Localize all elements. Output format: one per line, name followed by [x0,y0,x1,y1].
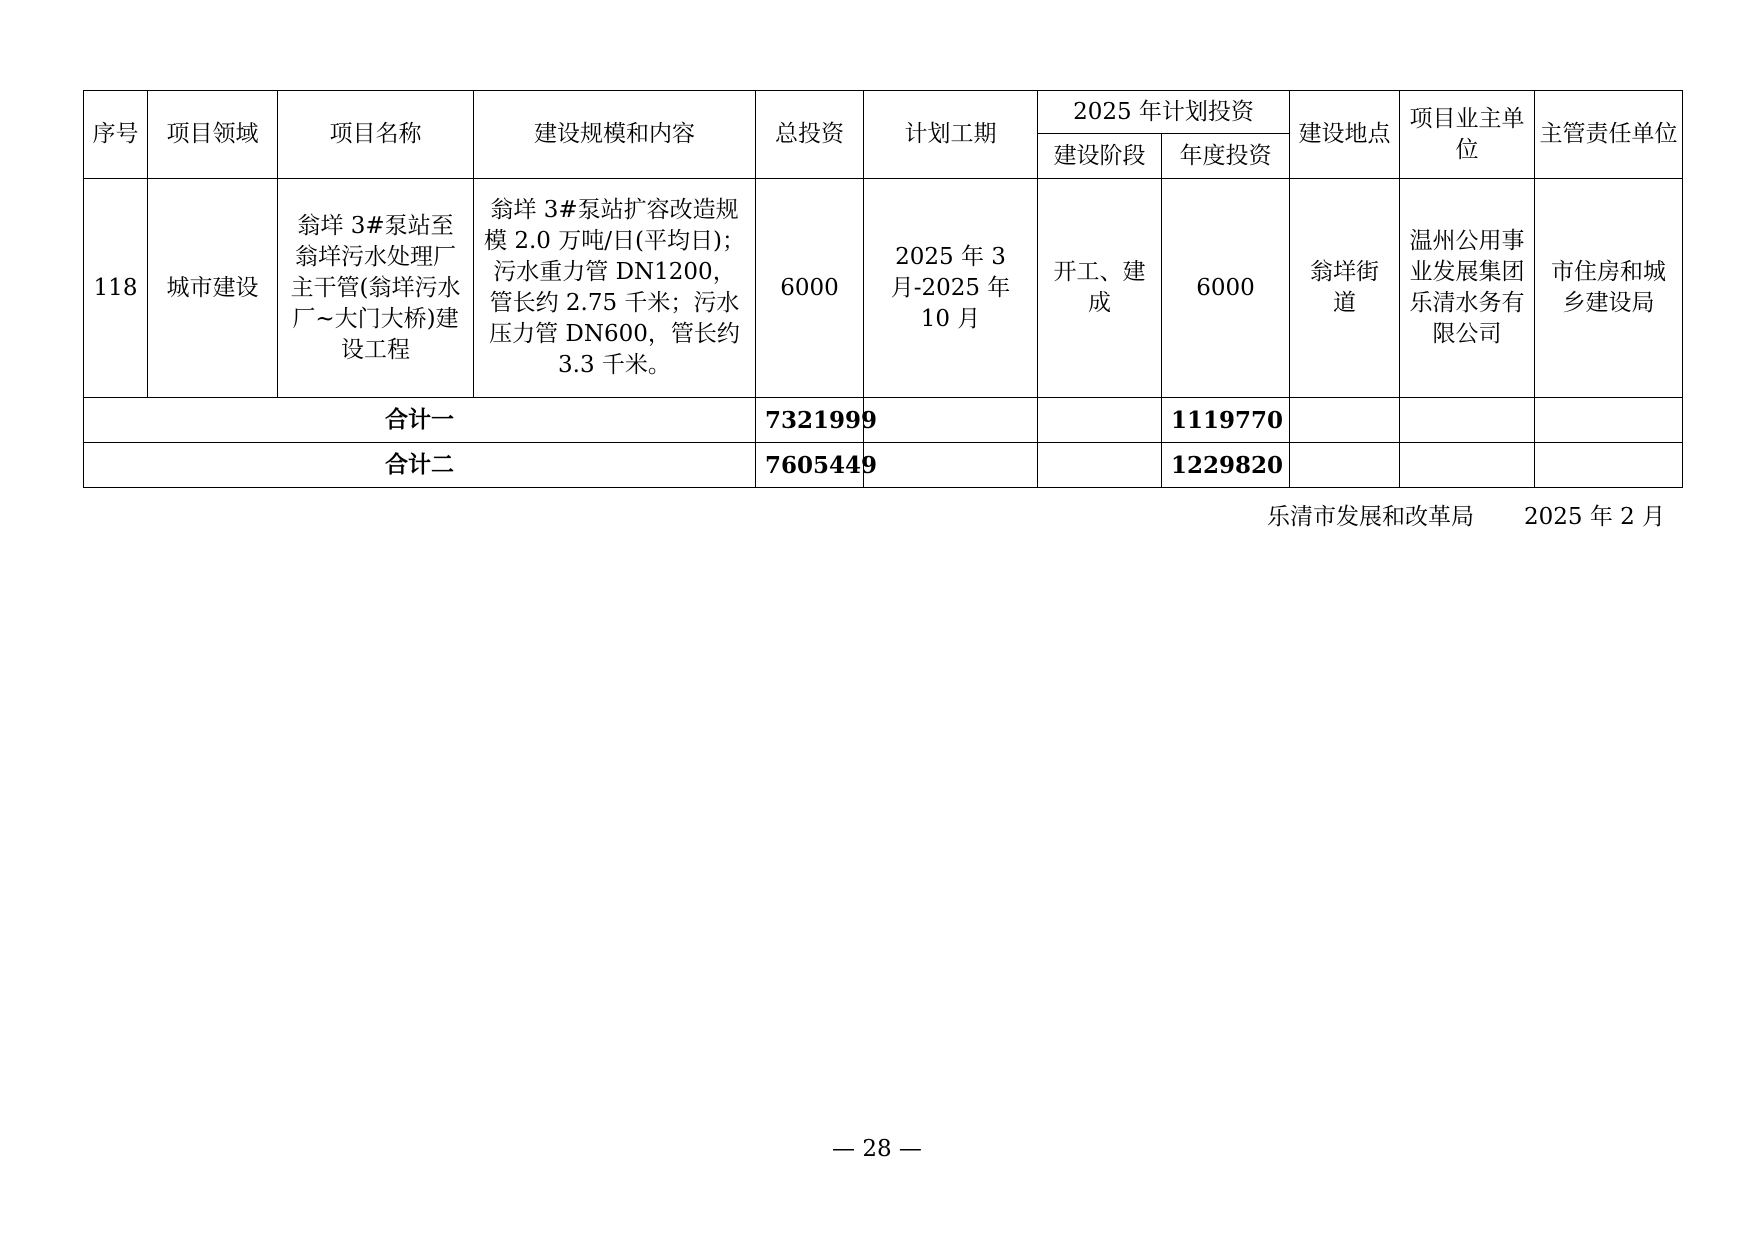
cell-period: 2025 年 3 月-2025 年 10 月 [864,179,1038,398]
footer-issuer: 乐清市发展和改革局 [1267,504,1474,530]
cell-project-name: 翁垟 3#泵站至翁垟污水处理厂主干管(翁垟污水厂~大门大桥)建设工程 [278,179,474,398]
footer-signature [1267,498,1665,531]
total-empty-cell [864,443,1038,488]
total-empty-cell [1038,443,1162,488]
header-supervisor: 主管责任单位 [1535,91,1683,179]
total-empty-cell [1038,398,1162,443]
cell-annual-investment: 6000 [1162,179,1290,398]
header-owner: 项目业主单位 [1400,91,1535,179]
cell-total-investment: 6000 [756,179,864,398]
total-empty-cell [1290,398,1400,443]
header-location: 建设地点 [1290,91,1400,179]
header-seq: 序号 [84,91,148,179]
header-stage: 建设阶段 [1038,134,1162,179]
total-investment-value: 7605449 [756,443,864,488]
total-annual-investment-value: 1119770 [1162,398,1290,443]
total-annual-investment-value: 1229820 [1162,443,1290,488]
header-field: 项目领域 [148,91,278,179]
header-total-investment: 总投资 [756,91,864,179]
cell-supervisor: 市住房和城乡建设局 [1535,179,1683,398]
header-scale: 建设规模和内容 [474,91,756,179]
total-empty-cell [1400,398,1535,443]
page-number: — 28 — [832,1136,922,1162]
table-row [84,179,1683,398]
cell-stage: 开工、建成 [1038,179,1162,398]
total-empty-cell [1535,443,1683,488]
total-investment-value: 7321999 [756,398,864,443]
cell-field: 城市建设 [148,179,278,398]
investment-plan-table [83,90,1683,488]
total-row-2 [84,443,1683,488]
header-plan-group: 2025 年计划投资 [1038,91,1290,134]
cell-scale: 翁垟 3#泵站扩容改造规模 2.0 万吨/日(平均日)；污水重力管 DN1200，管长约 2.75 千米；污水压力管 DN600，管长约 3.3 千米。 [474,179,756,398]
total-empty-cell [1400,443,1535,488]
total-empty-cell [864,398,1038,443]
cell-seq: 118 [84,179,148,398]
header-project-name: 项目名称 [278,91,474,179]
header-period: 计划工期 [864,91,1038,179]
total-label: 合计一 [84,398,756,443]
total-empty-cell [1535,398,1683,443]
total-empty-cell [1290,443,1400,488]
footer-date: 2025 年 2 月 [1524,504,1666,530]
cell-owner: 温州公用事业发展集团乐清水务有限公司 [1400,179,1535,398]
header-annual-investment: 年度投资 [1162,134,1290,179]
cell-location: 翁垟街道 [1290,179,1400,398]
total-label: 合计二 [84,443,756,488]
total-row-1 [84,398,1683,443]
